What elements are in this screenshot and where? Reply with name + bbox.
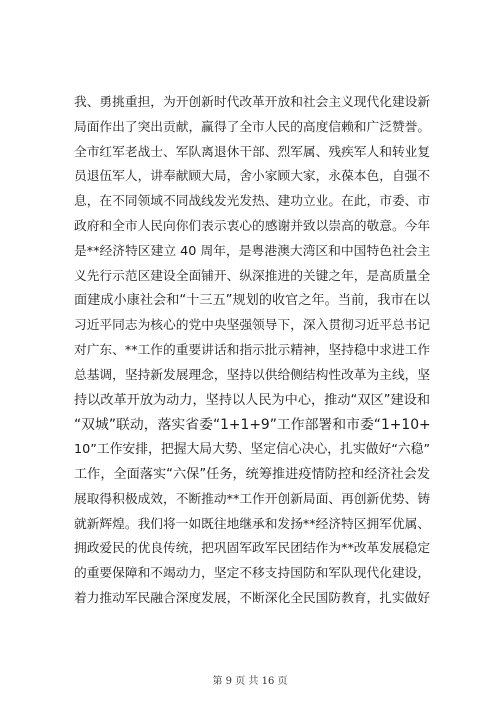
text-line: 就新辉煌。我们将一如既往地继承和发扬**经济特区拥军优属、 bbox=[74, 516, 431, 532]
text-line: 员退伍军人，讲奉献顾大局，舍小家顾大家，永葆本色，自强不 bbox=[74, 169, 431, 185]
text-line: 持以改革开放为动力，坚持以人民为中心，推动“双区”建设和 bbox=[74, 392, 430, 408]
text-line: “双城”联动，落实省委“1+1+9”工作部署和市委“1+10+ bbox=[74, 417, 431, 434]
text-line: 政府和全市人民向你们表示衷心的感谢并致以崇高的敬意。今年 bbox=[74, 218, 431, 234]
text-line: 局面作出了突出贡献，赢得了全市人民的高度信赖和广泛赞誉。 bbox=[74, 119, 431, 135]
page-number-footer: 第 9 页 共 16 页 bbox=[212, 676, 288, 687]
text-line: 对广东、**工作的重要讲话和指示批示精神，坚持稳中求进工作 bbox=[74, 342, 431, 358]
text-line: 我、勇挑重担，为开创新时代改革开放和社会主义现代化建设新 bbox=[74, 95, 431, 110]
body-paragraph bbox=[74, 91, 430, 612]
text-line: 工作，全面落实“六保”任务，统筹推进疫情防控和经济社会发 bbox=[74, 466, 430, 482]
text-line: 10”工作安排，把握大局大势、坚定信心决心，扎实做好“六稳” bbox=[74, 442, 431, 458]
text-line: 息，在不同领域不同战线发光发热、建功立业。在此，市委、市 bbox=[74, 194, 431, 210]
text-line: 着力推动军民融合深度发展，不断深化全民国防教育，扎实做好 bbox=[74, 590, 431, 606]
text-line: 展取得积极成效，不断推动**工作开创新局面、再创新优势、铸 bbox=[74, 491, 431, 507]
text-line: 的重要保障和不竭动力，坚定不移支持国防和军队现代化建设， bbox=[74, 566, 431, 582]
text-line: 总基调，坚持新发展理念，坚持以供给侧结构性改革为主线，坚 bbox=[74, 367, 431, 383]
text-line: 义先行示范区建设全面铺开、纵深推进的关键之年，是高质量全 bbox=[74, 268, 431, 284]
text-line: 拥政爱民的优良传统，把巩固军政军民团结作为**改革发展稳定 bbox=[74, 541, 431, 557]
text-line: 面建成小康社会和“十三五”规划的收官之年。当前，我市在以 bbox=[74, 293, 430, 309]
text-line: 习近平同志为核心的党中央坚强领导下，深入贯彻习近平总书记 bbox=[74, 318, 431, 334]
text-line: 全市红军老战士、军队离退休干部、烈军属、残疾军人和转业复 bbox=[74, 144, 431, 160]
text-line: 是**经济特区建立 40 周年，是粤港澳大湾区和中国特色社会主 bbox=[74, 243, 431, 259]
